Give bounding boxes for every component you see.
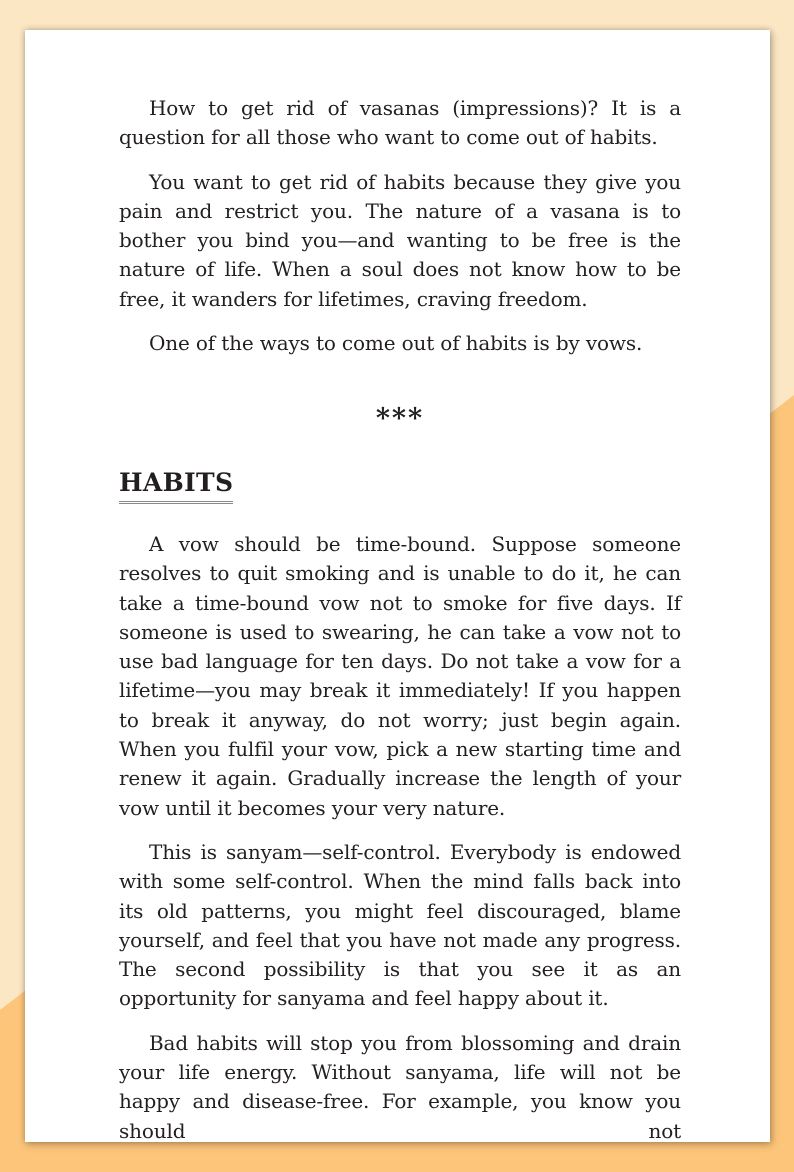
- paragraph: One of the ways to come out of habits is by vows.: [149, 331, 643, 356]
- paragraph: Bad habits will stop you from blossoming and drain your life energy. Without sanyama, life will not be happy and disease-free. For example, you know you should not: [119, 1030, 681, 1143]
- paragraph: A vow should be time-bound. Suppose someone resolves to quit smoking and is unable to do it, he can take a time-bound vow not to smoke for five days. If someone is used to swearing, he can take a vow not to use bad language for ten days. Do not take a vow for a lifetime—you may break it immediately! If you happen to break it anyway, do not worry; just begin again. When you fulfil your vow, pick a new starting time and renew it again. Gradually increase the length of your vow until it becomes your very nature.: [119, 531, 681, 820]
- book-page: [25, 30, 770, 1142]
- paragraph: You want to get rid of habits because they give you pain and restrict you. The nature of a vasana is to bother you bind you—and wanting to be free is the nature of life. When a soul does not know how to be free, it wanders for lifetimes, craving freedom.: [119, 169, 681, 311]
- paragraph: This is sanyam—self-control. Everybody is endowed with some self-control. When the mind falls back into its old patterns, you might feel discouraged, blame yourself, and feel that you have not made any progress. The second possibility is that you see it as an opportunity for sanyama and feel happy about it.: [119, 839, 681, 1011]
- section-separator: ***: [375, 403, 425, 435]
- section-heading: HABITS: [119, 468, 233, 504]
- page-content: [119, 94, 681, 1161]
- paragraph: How to get rid of vasanas (impressions)? It is a question for all those who want to come out of habits.: [119, 96, 681, 150]
